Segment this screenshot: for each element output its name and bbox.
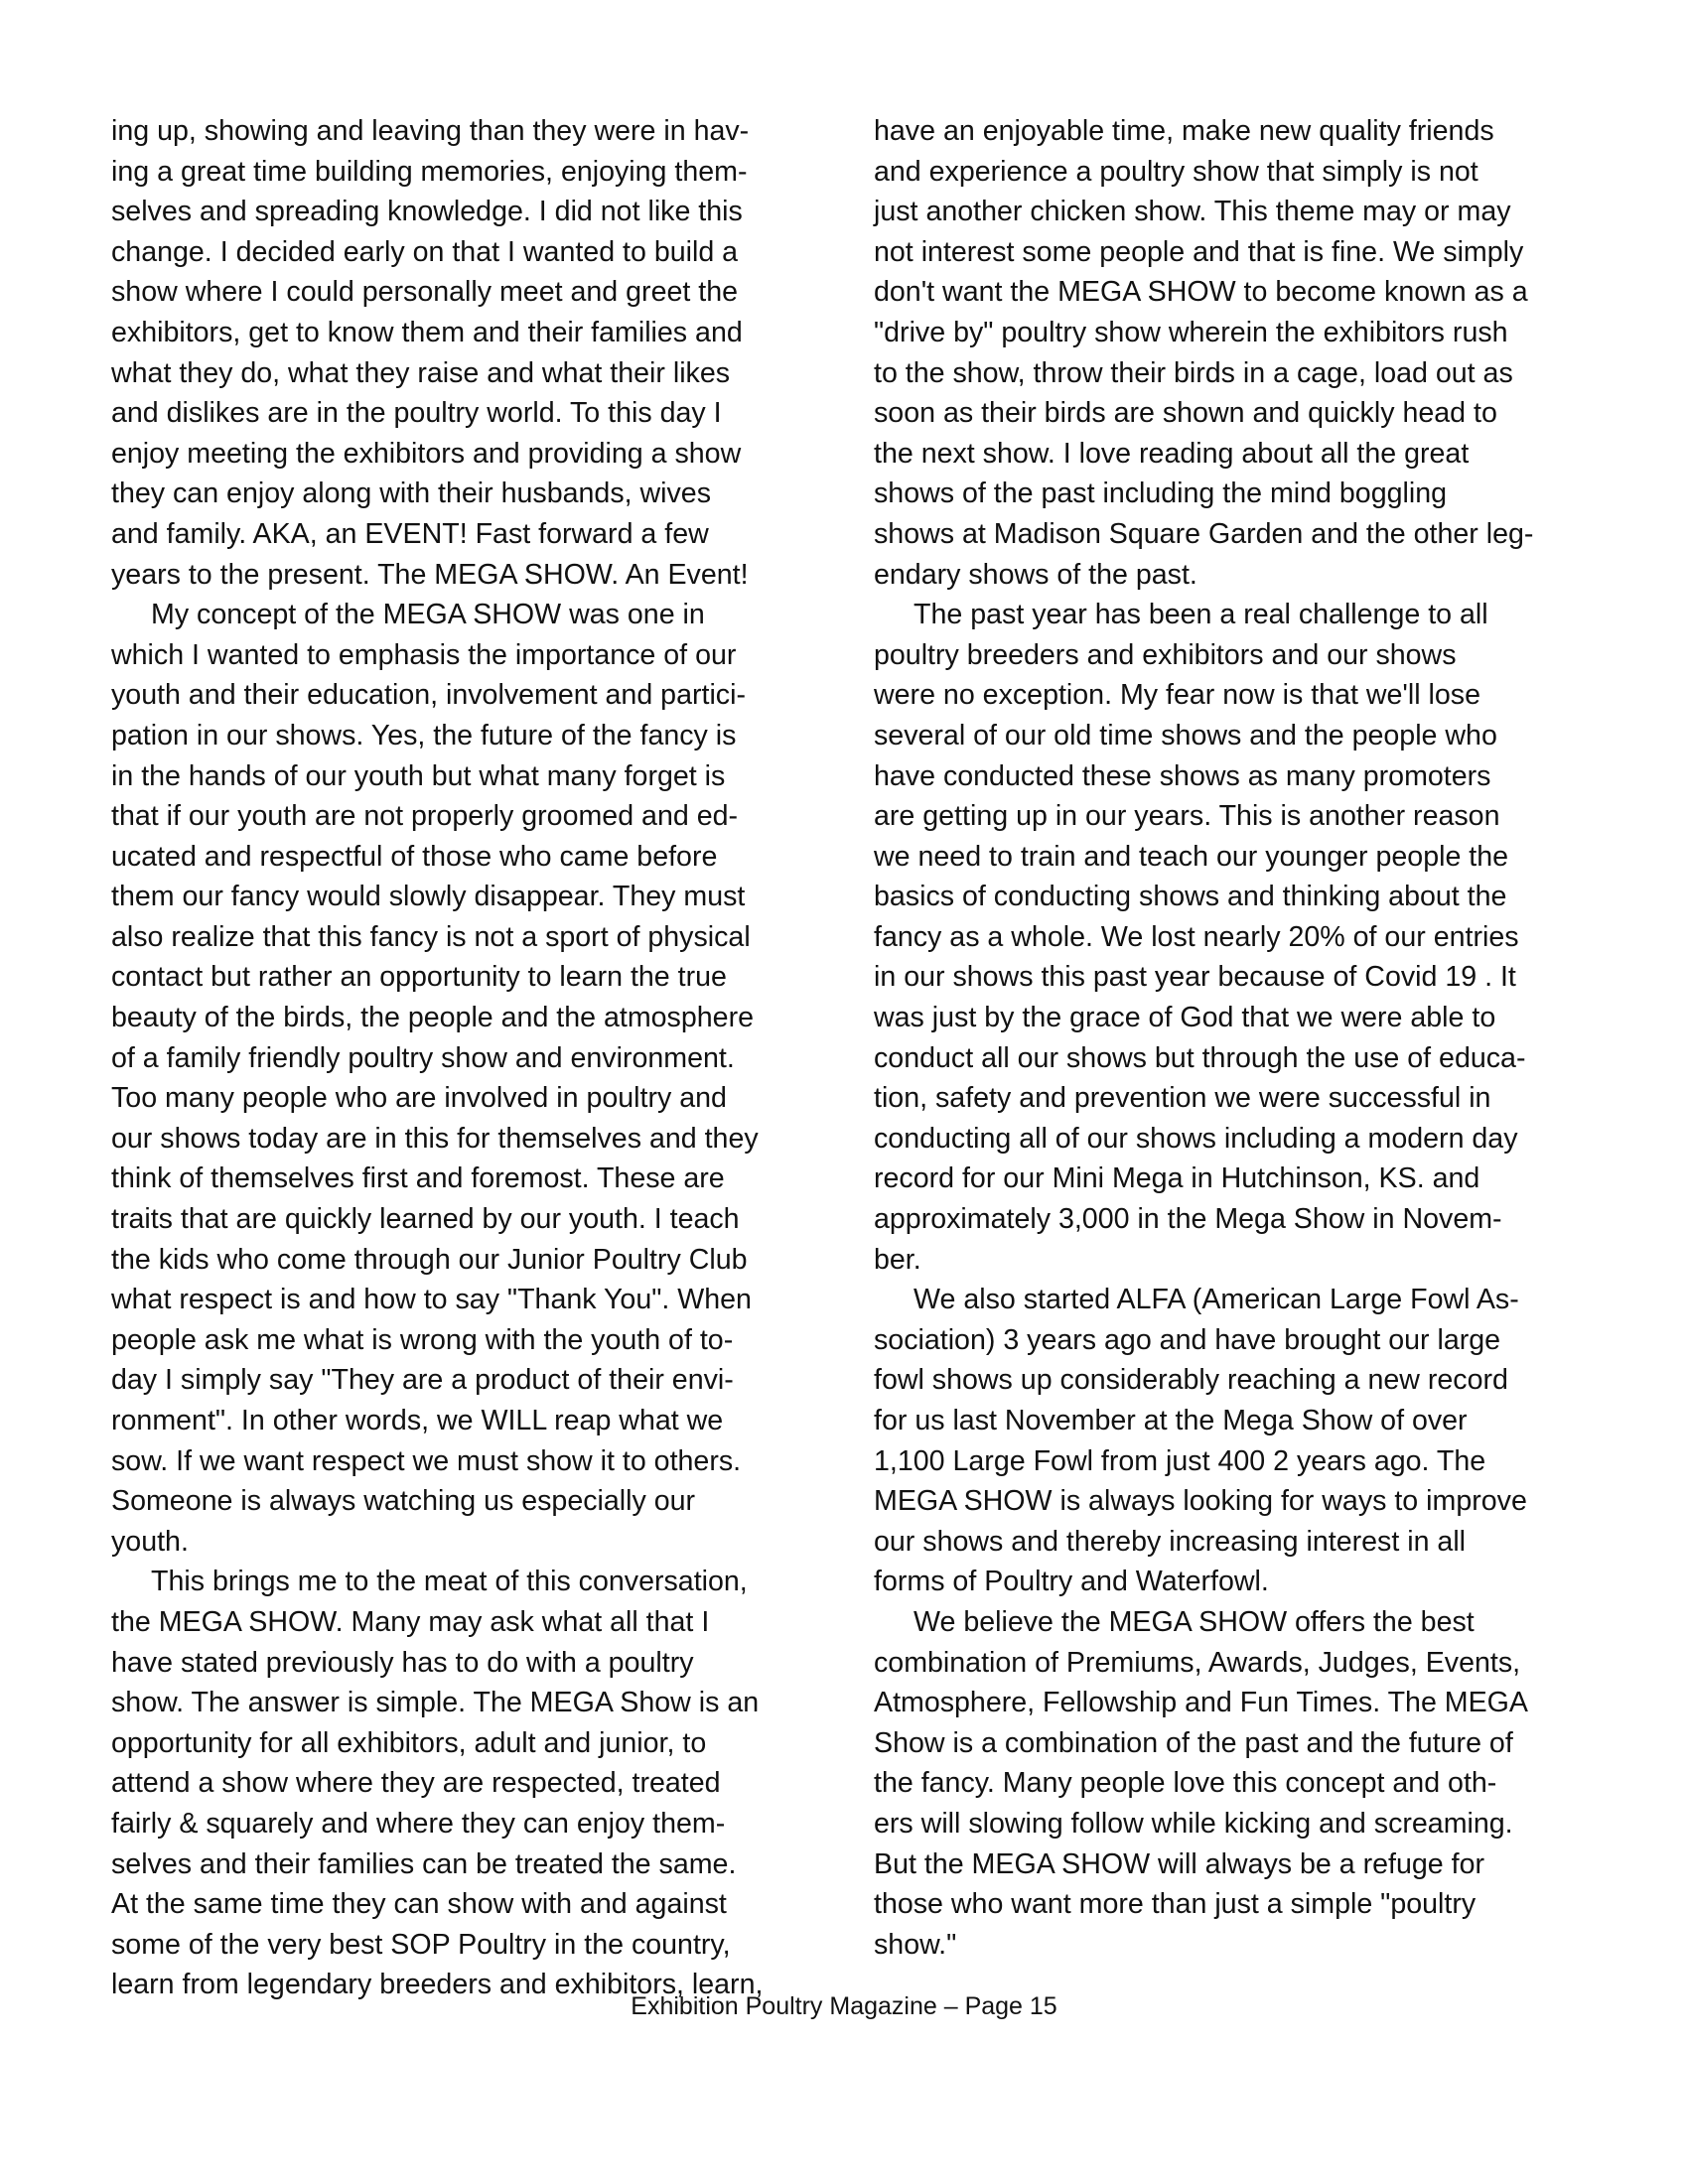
paragraph: My concept of the MEGA SHOW was one in which I wanted to emphasis the importance of our youth and their education, involvement and partici- pation in our shows. Yes, the future of the fancy is in the hands of our youth but what many forget is that if our youth are not properly groomed and ed- ucated and respectful of those who came before them our fancy would slowly disappear. They must also realize that this fancy is not a sport of physical contact but rather an opportunity to learn the true beauty of the birds, the people and the atmosphere of a family friendly poultry show and environment. Too many people who are involved in poultry and our shows today are in this for themselves and they think of themselves first and foremost. These are traits that are quickly learned by our youth. I teach the kids who come through our Junior Poultry Club what respect is and how to say "Thank You". When people ask me what is wrong with the youth of to- day I simply say "They are a product of their envi- ronment". In other words, we WILL reap what we sow. If we want respect we must show it to others. Someone is always watching us especially our youth. (111, 599, 759, 1558)
paragraph: have an enjoyable time, make new quality friends and experience a poultry show that simply is not just another chicken show. This theme may or may not interest some people and that is fine. We simply don't want the MEGA SHOW to become known as a "drive by" poultry show wherein the exhibitors rush to the show, throw their birds in a cage, load out as soon as their birds are shown and quickly head to the next show. I love reading about all the great shows of the past including the mind boggling shows at Madison Square Garden and the other leg- endary shows of the past. (874, 115, 1534, 591)
page-footer: Exhibition Poultry Magazine – Page 15 (631, 1992, 1057, 2020)
paragraph: The past year has been a real challenge to all poultry breeders and exhibitors and our shows were no exception. My fear now is that we'll lose several of our old time shows and the people who have conducted these shows as many promoters are getting up in our years. This is another reason we need to train and teach our younger people the basics of conducting shows and thinking about the fancy as a whole. We lost nearly 20% of our entries in our shows this past year because of Covid 19 . It was just by the grace of God that we were able to conduct all our shows but through the use of educa- tion, safety and prevention we were successful in conducting all of our shows including a modern day record for our Mini Mega in Hutchinson, KS. and approximately 3,000 in the Mega Show in Novem- ber. (874, 599, 1526, 1276)
right-column (874, 111, 1569, 1965)
paragraph: We believe the MEGA SHOW offers the best combination of Premiums, Awards, Judges, Events, Atmosphere, Fellowship and Fun Times. The MEGA Show is a combination of the past and the future of the fancy. Many people love this concept and oth- ers will slowing follow while kicking and screaming. But the MEGA SHOW will always be a refuge for those who want more than just a simple "poultry show." (874, 1605, 1528, 1961)
paragraph: We also started ALFA (American Large Fowl As- sociation) 3 years ago and have brought our large fowl shows up considerably reaching a new record for us last November at the Mega Show of over 1,100 Large Fowl from just 400 2 years ago. The MEGA SHOW is always looking for ways to improve our shows and thereby increasing interest in all forms of Poultry and Waterfowl. (874, 1284, 1527, 1598)
paragraph: This brings me to the meat of this conversation, the MEGA SHOW. Many may ask what all that I have stated previously has to do with a poultry show. The answer is simple. The MEGA Show is an opportunity for all exhibitors, adult and junior, to attend a show where they are respected, treated fairly & squarely and where they can enjoy them- selves and their families can be treated the same. At the same time they can show with and against some of the very best SOP Poultry in the country, learn from legendary breeders and exhibitors, learn, (111, 1566, 764, 2001)
paragraph: ing up, showing and leaving than they were in hav- ing a great time building memories, enjoying them- selves and spreading knowledge. I did not like this change. I decided early on that I wanted to build a show where I could personally meet and greet the exhibitors, get to know them and their families and what they do, what they raise and what their likes and dislikes are in the poultry world. To this day I enjoy meeting the exhibitors and providing a show they can enjoy along with their husbands, wives and family. AKA, an EVENT! Fast forward a few years to the present. The MEGA SHOW. An Event! (111, 115, 750, 591)
left-column (111, 111, 806, 2005)
